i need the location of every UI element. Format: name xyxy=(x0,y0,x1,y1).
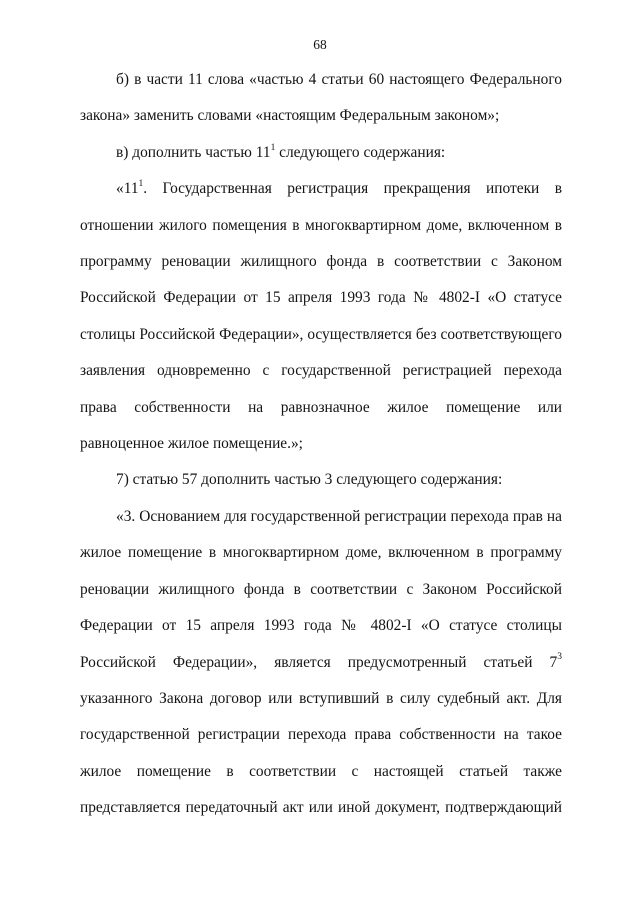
paragraph-amendment-b xyxy=(80,62,562,135)
page-number: 68 xyxy=(313,37,327,52)
paragraph-text-tail: . Государственная регистрация прекращения ипотеки в отношении жилого помещения в многоквартирном доме, включенном в программу реновации жилищного фонда в соответствии с Законом Российской Федерации от 15 апреля 1993 года № 4802-I «О статусе столицы Российской Федерации», осуществляется без соответствующего заявления одновременно с государственной регистрацией перехода права собственности на равнозначное жилое помещение или равноценное жилое помещение.»; xyxy=(80,180,562,453)
paragraph-text-tail: следующего содержания: xyxy=(275,143,446,161)
paragraph-amendment-v xyxy=(80,135,562,171)
superscript: 1 xyxy=(138,179,144,190)
paragraph-text: б) в части 11 слова «частью 4 статьи 60 настоящего Федерального закона» заменить словами «настоящим Федеральным законом»; xyxy=(80,71,562,125)
paragraph-text: «11 xyxy=(116,180,139,198)
paragraph-text-tail: указанного Закона договор или вступивший в силу судебный акт. Для государственной регистрации перехода права собственности на такое жилое помещение в соответствии с настоящей статьей также представляется передаточный акт или иной документ, подтверждающий xyxy=(80,689,562,817)
paragraph-text: в) дополнить частью 11 xyxy=(116,143,271,161)
paragraph-part-11-1 xyxy=(80,171,562,462)
paragraph-part-3 xyxy=(80,499,562,827)
paragraph-amendment-7 xyxy=(80,462,562,498)
superscript: 1 xyxy=(270,142,276,153)
document-body xyxy=(80,62,562,827)
paragraph-text: «3. Основанием для государственной регистрации перехода прав на жилое помещение в многоквартирном доме, включенном в программу реновации жилищного фонда в соответствии с Законом Российской Федерации от 15 апреля 1993 года № 4802-I «О статусе столицы Российской Федерации», является предусмотренный статьей 7 xyxy=(80,507,562,671)
paragraph-text: 7) статью 57 дополнить частью 3 следующего содержания: xyxy=(116,471,503,489)
superscript: 3 xyxy=(557,652,562,663)
